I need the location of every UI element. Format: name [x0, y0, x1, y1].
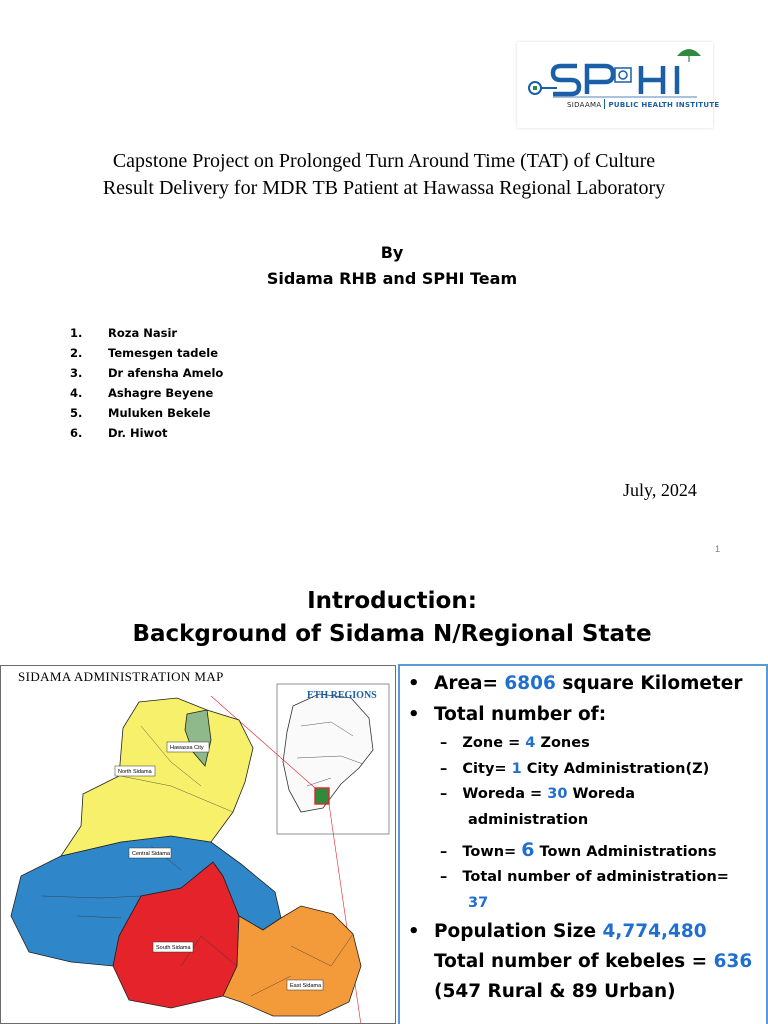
member-name: Roza Nasir — [108, 326, 178, 340]
inset-label: ETH REGIONS — [307, 690, 377, 701]
woreda-fact: – Woreda = 30 Woreda — [440, 786, 636, 802]
map-title: SIDAMA ADMINISTRATION MAP — [18, 669, 224, 684]
bullet-dot: • — [408, 673, 420, 694]
kebeles-split: (547 Rural & 89 Urban) — [434, 981, 676, 1002]
population-fact — [434, 921, 707, 942]
city-fact: – City= 1 City Administration(Z) — [440, 761, 710, 777]
logo-caption-left: SIDAAMA — [567, 101, 602, 109]
logo-caption — [567, 99, 720, 109]
member-name: Dr. Hiwot — [108, 426, 168, 440]
zone-fact: – Zone = 4 Zones — [440, 735, 590, 751]
city-label: City= — [462, 761, 512, 777]
sphi-logo — [517, 42, 720, 128]
map-label-south: South Sidama — [156, 945, 191, 951]
admin-fact: – Total number of administration= — [440, 869, 729, 885]
town-label: Town= — [462, 844, 522, 860]
kebeles-value: 636 — [713, 951, 753, 972]
town-unit: Town Administrations — [534, 844, 717, 860]
area-fact — [434, 673, 742, 694]
area-unit: square Kilometer — [555, 673, 743, 694]
member-name: Ashagre Beyene — [108, 386, 214, 400]
woreda-line-2: administration — [468, 812, 589, 828]
kebeles-label: Total number of kebeles = — [434, 951, 714, 972]
team-name: Sidama RHB and SPHI Team — [266, 269, 518, 288]
bullet-dot: • — [408, 921, 420, 942]
list-item — [70, 423, 223, 443]
kebeles-fact — [434, 951, 752, 972]
member-name: Dr afensha Amelo — [108, 366, 224, 380]
sphi-logo-graphic — [517, 42, 713, 128]
woreda-value: 30 — [547, 786, 568, 802]
item-number: 4. — [70, 386, 83, 400]
admin-label: Total number of administration= — [462, 869, 729, 885]
slide-title — [0, 585, 768, 651]
team-member-list — [70, 323, 223, 443]
title-line-1: Capstone Project on Prolonged Turn Around Time (TAT) of Culture — [112, 150, 656, 172]
area-label: Area= — [434, 673, 505, 694]
town-value: 6 — [521, 839, 535, 861]
admin-value: 37 — [468, 895, 489, 911]
byline — [0, 240, 768, 292]
member-name: Muluken Bekele — [108, 406, 211, 420]
region-east — [223, 906, 361, 1016]
map-graphic — [1, 666, 396, 1024]
logo-caption-right: PUBLIC HEALTH INSTITUTE — [608, 101, 720, 109]
map-label-hawassa: Hawassa City — [170, 745, 204, 751]
item-number: 3. — [70, 366, 83, 380]
city-value: 1 — [511, 761, 522, 777]
population-value: 4,774,480 — [602, 921, 707, 942]
slide-title-line-2: Background of Sidama N/Regional State — [132, 621, 652, 647]
zone-value: 4 — [525, 735, 536, 751]
town-fact: – Town= 6 Town Administrations — [440, 839, 717, 861]
list-item — [70, 363, 223, 383]
area-value: 6806 — [504, 673, 556, 694]
presentation-date: July, 2024 — [623, 480, 697, 500]
total-label: Total number of: — [434, 704, 607, 725]
presentation-title — [30, 148, 738, 202]
title-line-2: Result Delivery for MDR TB Patient at Hawassa Regional Laboratory — [102, 177, 666, 199]
item-number: 6. — [70, 426, 83, 440]
woreda-unit: Woreda — [567, 786, 636, 802]
slide-title-line-1: Introduction: — [307, 588, 477, 614]
item-number: 5. — [70, 406, 83, 420]
list-item — [70, 323, 223, 343]
map-label-north: North Sidama — [118, 769, 152, 775]
list-item — [70, 343, 223, 363]
city-unit: City Administration(Z) — [521, 761, 710, 777]
region-north — [61, 698, 253, 856]
item-number: 1. — [70, 326, 83, 340]
item-number: 2. — [70, 346, 83, 360]
page-number: 1 — [715, 544, 721, 554]
zone-unit: Zones — [535, 735, 590, 751]
inset-highlight — [315, 788, 329, 804]
map-label-central: Central Sidama — [132, 851, 170, 857]
list-item — [70, 383, 223, 403]
population-label: Population Size — [434, 921, 603, 942]
bullet-dot: • — [408, 704, 420, 725]
by-label: By — [380, 243, 404, 262]
introduction-slide — [0, 565, 768, 1024]
member-name: Temesgen tadele — [108, 346, 218, 360]
zone-label: Zone = — [462, 735, 526, 751]
sidama-administration-map — [0, 665, 396, 1024]
map-label-east: East Sidama — [290, 983, 322, 989]
woreda-label: Woreda = — [462, 786, 548, 802]
list-item — [70, 403, 223, 423]
